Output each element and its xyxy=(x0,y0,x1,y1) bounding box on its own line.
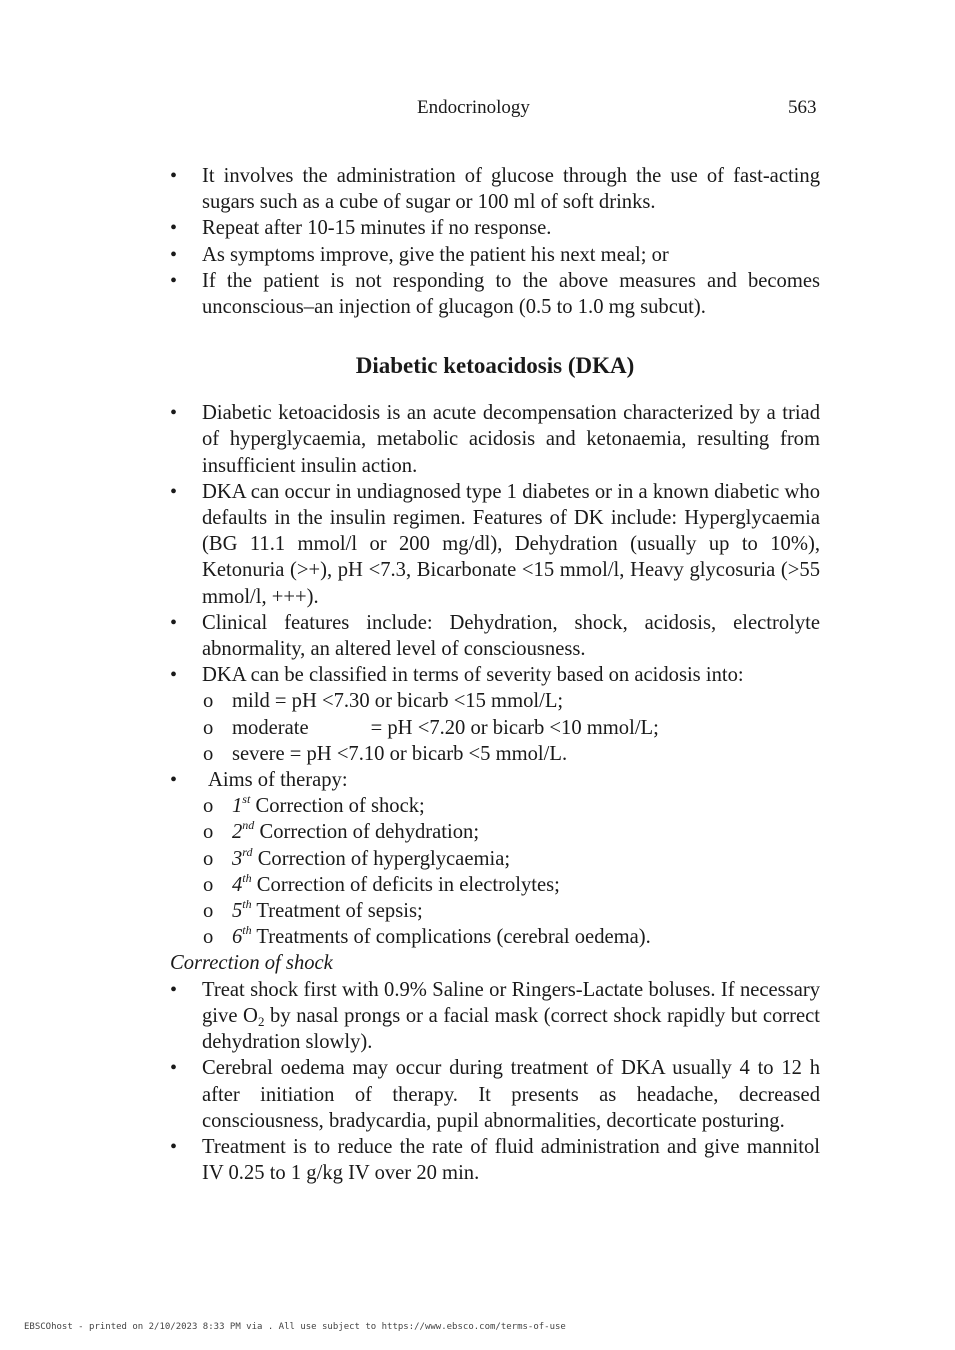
sub-item xyxy=(202,819,820,845)
list-item: • Treatment is to reduce the rate of fluid administration and give mannitol IV 0.25 to 1 g/kg IV over 20 min. xyxy=(170,1134,820,1186)
list-item: • Clinical features include: Dehydration, shock, acidosis, electrolyte abnormality, an altered level of consciousness. xyxy=(170,610,820,662)
list-item: • Diabetic ketoacidosis is an acute decompensation characterized by a triad of hyperglycaemia, metabolic acidosis and ketonaemia, resulting from insufficient insulin action. xyxy=(170,400,820,479)
list-item: • As symptoms improve, give the patient his next meal; or xyxy=(170,242,820,268)
ordinal-number: 1 xyxy=(232,795,243,818)
aim-text: Correction of shock; xyxy=(255,795,425,818)
running-head-title: Endocrinology xyxy=(417,97,530,118)
aims-intro: Aims of therapy: xyxy=(208,769,348,792)
severity-moderate-value: = pH <7.20 or bicarb <10 mmol/L; xyxy=(370,716,659,739)
print-footer: EBSCOhost - printed on 2/10/2023 8:33 PM via . All use subject to https://www.ebsco.com/terms-of-use xyxy=(24,1322,566,1332)
sub-item xyxy=(202,846,820,872)
aim-text: Correction of dehydration; xyxy=(259,821,480,844)
aim-text: Treatment of sepsis; xyxy=(256,900,423,923)
ordinal-suffix: th xyxy=(242,923,252,938)
hypoglycaemia-treatment-list xyxy=(170,163,820,320)
severity-moderate-label: moderate xyxy=(232,716,309,739)
severity-sublist xyxy=(202,688,820,767)
aim-text: Correction of hyperglycaemia; xyxy=(257,847,511,870)
list-item: • If the patient is not responding to the above measures and becomes unconscious–an injection of glucagon (0.5 to 1.0 mg subcut). xyxy=(170,268,820,320)
list-item: • It involves the administration of glucose through the use of fast-acting sugars such as a cube of sugar or 100 ml of soft drinks. xyxy=(170,163,820,215)
list-item: • Repeat after 10-15 minutes if no response. xyxy=(170,215,820,241)
subsection-label: Correction of shock xyxy=(170,952,333,975)
sub-item xyxy=(202,715,820,741)
ordinal-suffix: st xyxy=(242,792,251,807)
severity-intro: DKA can be classified in terms of severity based on acidosis into: xyxy=(202,664,744,687)
ordinal-suffix: th xyxy=(242,897,252,912)
severity-item xyxy=(170,662,820,767)
ordinal-number: 5 xyxy=(232,900,243,923)
sub-item xyxy=(202,898,820,924)
sub-item: o mild = pH <7.30 or bicarb <15 mmol/L; xyxy=(202,688,820,714)
list-item: • Cerebral oedema may occur during treatment of DKA usually 4 to 12 h after initiation of therapy. It presents as headache, decreased consciousness, bradycardia, pupil abnormalities, decorticate posturing. xyxy=(170,1055,820,1134)
sub-item xyxy=(202,793,820,819)
ordinal-suffix: nd xyxy=(242,818,255,833)
sub-item xyxy=(202,924,820,950)
sub-item: o severe = pH <7.10 or bicarb <5 mmol/L. xyxy=(202,741,820,767)
page-body xyxy=(170,163,820,1186)
section-heading: Diabetic ketoacidosis (DKA) xyxy=(355,353,635,379)
ordinal-number: 2 xyxy=(232,821,243,844)
shock-text-part1: Treat shock first with 0.9% Saline or Ringers-Lactate boluses. If necessary give O xyxy=(202,978,820,1027)
aim-text: Correction of deficits in electrolytes; xyxy=(256,873,560,896)
list-item xyxy=(170,977,820,1056)
shock-list xyxy=(170,977,820,1187)
aims-sublist xyxy=(202,793,820,950)
page-number: 563 xyxy=(788,97,817,118)
ordinal-number: 4 xyxy=(232,873,243,896)
dka-list xyxy=(170,400,820,950)
aim-text: Treatments of complications (cerebral oedema). xyxy=(256,926,651,949)
aims-item xyxy=(170,767,820,950)
list-item: • DKA can occur in undiagnosed type 1 diabetes or in a known diabetic who defaults in the insulin regimen. Features of DK include: Hyperglycaemia (BG 11.1 mmol/l or 200 mg/dl), Dehydration (usually up to 10%), Ketonuria (>+), pH <7.3, Bicarbonate <15 mmol/l, Heavy glycosuria (>55 mmol/l, +++). xyxy=(170,479,820,610)
ordinal-suffix: rd xyxy=(242,844,253,859)
sub-item xyxy=(202,872,820,898)
ordinal-number: 3 xyxy=(232,847,243,870)
ordinal-number: 6 xyxy=(232,926,243,949)
ordinal-suffix: th xyxy=(242,870,252,885)
shock-text-part2: by nasal prongs or a facial mask (correct shock rapidly but correct dehydration slowly). xyxy=(202,1004,820,1054)
oxygen-subscript: 2 xyxy=(257,1013,265,1029)
